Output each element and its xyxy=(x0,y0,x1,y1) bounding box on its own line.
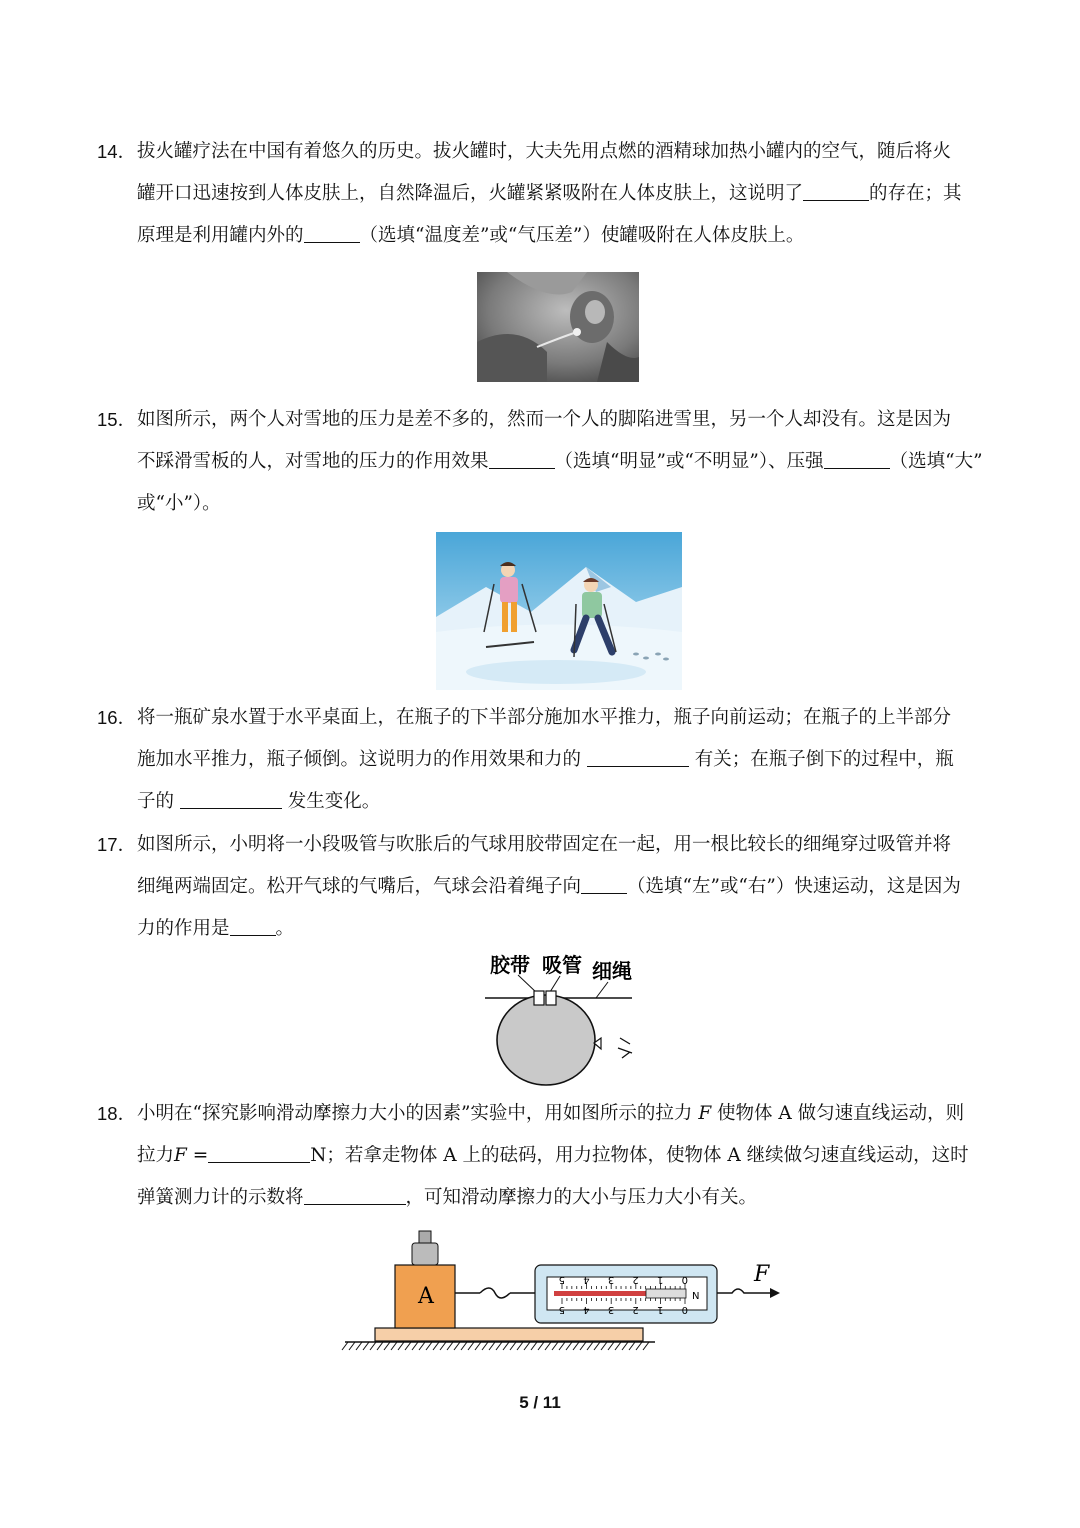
answer-blank[interactable] xyxy=(489,450,555,469)
ground-hatch xyxy=(566,1342,572,1350)
ground-hatch xyxy=(531,1342,537,1350)
question-text: 的存在；其 xyxy=(869,183,962,204)
question-15 xyxy=(97,399,997,525)
ground-hatch xyxy=(552,1342,558,1350)
scale-number: 5 xyxy=(558,1274,565,1285)
ground-hatch xyxy=(377,1342,383,1350)
ground-hatch xyxy=(482,1342,488,1350)
ground-hatch xyxy=(615,1342,621,1350)
question-text: 拔火罐疗法在中国有着悠久的历史。拔火罐时，大夫先用点燃的酒精球加热小罐内的空气，随后将火 xyxy=(137,141,952,162)
ground-hatch xyxy=(489,1342,495,1350)
question-text: 如图所示，小明将一小段吸管与吹胀后的气球用胶带固定在一起，用一根比较长的细绳穿过吸管并将 xyxy=(137,834,952,855)
ground-hatch xyxy=(447,1342,453,1350)
ground-hatch xyxy=(433,1342,439,1350)
answer-blank[interactable] xyxy=(581,875,627,894)
ground-hatch xyxy=(573,1342,579,1350)
ground-hatch xyxy=(496,1342,502,1350)
answer-blank[interactable] xyxy=(587,748,689,767)
scale-number: 1 xyxy=(657,1274,664,1285)
ground-hatch xyxy=(398,1342,404,1350)
page-number: 5 / 11 xyxy=(519,1393,561,1412)
scale-number: 0 xyxy=(681,1274,688,1285)
answer-blank[interactable] xyxy=(304,1186,406,1205)
question-18 xyxy=(97,1093,997,1219)
ground-hatch xyxy=(426,1342,432,1350)
cupping-photo xyxy=(477,272,639,382)
ground-hatch xyxy=(363,1342,369,1350)
ground-hatch xyxy=(629,1342,635,1350)
ground-hatch xyxy=(608,1342,614,1350)
ground-hatch xyxy=(412,1342,418,1350)
question-text: 发生变化。 xyxy=(287,791,381,812)
ground-hatch xyxy=(405,1342,411,1350)
ground-hatch xyxy=(384,1342,390,1350)
question-text: 或“小”）。 xyxy=(137,493,221,514)
ground-hatch xyxy=(538,1342,544,1350)
ground-hatch xyxy=(419,1342,425,1350)
question-text: 力的作用是 xyxy=(137,918,230,939)
ground-hatch xyxy=(643,1342,649,1350)
ground-hatch xyxy=(440,1342,446,1350)
question-text: 拉力 xyxy=(137,1145,175,1166)
scale-number: 4 xyxy=(583,1274,590,1285)
ground-hatch xyxy=(370,1342,376,1350)
scale-number: 2 xyxy=(632,1274,639,1285)
ground-hatch xyxy=(559,1342,565,1350)
ground-hatch xyxy=(580,1342,586,1350)
friction-diagram xyxy=(340,1225,780,1355)
question-text: （选填“温度差”或“气压差”）使罐吸附在人体皮肤上。 xyxy=(359,225,805,246)
question-text: 有关；在瓶子倒下的过程中，瓶 xyxy=(694,749,954,770)
ground-hatch xyxy=(524,1342,530,1350)
scale-number: 5 xyxy=(558,1304,565,1315)
ground-hatch xyxy=(636,1342,642,1350)
question-number: 18． xyxy=(97,1103,137,1124)
scale-number: 4 xyxy=(583,1304,590,1315)
ground-hatch xyxy=(349,1342,355,1350)
ground-hatch xyxy=(391,1342,397,1350)
question-text: 原理是利用罐内外的 xyxy=(137,225,304,246)
ground-hatch xyxy=(587,1342,593,1350)
question-text: 如图所示，两个人对雪地的压力是差不多的，然而一个人的脚陷进雪里，另一个人却没有。这是因为 xyxy=(137,409,952,430)
question-number: 16． xyxy=(97,707,137,728)
block-label: A xyxy=(418,1284,434,1309)
scale-number: 1 xyxy=(657,1304,664,1315)
question-text: 施加水平推力，瓶子倾倒。这说明力的作用效果和力的 xyxy=(137,749,582,770)
ground-hatch xyxy=(545,1342,551,1350)
ground-hatch xyxy=(356,1342,362,1350)
question-17 xyxy=(97,824,997,950)
ground-hatch xyxy=(594,1342,600,1350)
question-text: 子的 xyxy=(137,791,175,812)
question-text: 弹簧测力计的示数将 xyxy=(137,1187,304,1208)
label-tape: 胶带 xyxy=(490,953,530,977)
question-text: 细绳两端固定。松开气球的气嘴后，气球会沿着绳子向 xyxy=(137,876,582,897)
scale-number: 0 xyxy=(681,1304,688,1315)
question-text: （选填“明显”或“不明显”）、压强 xyxy=(554,451,824,472)
force-symbol: F xyxy=(698,1103,712,1124)
ground-hatch xyxy=(517,1342,523,1350)
answer-blank[interactable] xyxy=(180,790,282,809)
answer-blank[interactable] xyxy=(304,224,360,243)
ground-hatch xyxy=(468,1342,474,1350)
ground-hatch xyxy=(461,1342,467,1350)
question-text: （选填“左”或“右”）快速运动，这是因为 xyxy=(627,876,961,897)
balloon-diagram xyxy=(480,948,640,1090)
question-text: 。 xyxy=(275,918,295,939)
label-string: 细绳 xyxy=(592,959,632,983)
ground-hatch xyxy=(510,1342,516,1350)
ground-hatch xyxy=(503,1342,509,1350)
answer-blank[interactable] xyxy=(824,450,890,469)
snow-illustration xyxy=(436,532,682,690)
question-text: N；若拿走物体 A 上的砝码，用力拉物体，使物体 A 继续做匀速直线运动，这时 xyxy=(310,1145,969,1166)
scale-number: 2 xyxy=(632,1304,639,1315)
question-number: 15． xyxy=(97,409,137,430)
question-text: （选填“大” xyxy=(889,451,983,472)
question-text: 罐开口迅速按到人体皮肤上，自然降温后，火罐紧紧吸附在人体皮肤上，这说明了 xyxy=(137,183,804,204)
question-14 xyxy=(97,131,997,257)
ground-hatch xyxy=(342,1342,348,1350)
force-equals: F = xyxy=(174,1145,209,1166)
question-number: 14． xyxy=(97,141,137,162)
force-label: F xyxy=(754,1262,770,1287)
unit-label: N xyxy=(692,1291,700,1302)
question-16 xyxy=(97,697,997,823)
answer-blank[interactable] xyxy=(208,1144,310,1163)
ground-hatch xyxy=(454,1342,460,1350)
question-text: ，可知滑动摩擦力的大小与压力大小有关。 xyxy=(405,1187,758,1208)
ground-hatch xyxy=(475,1342,481,1350)
scale-number: 3 xyxy=(607,1304,615,1315)
ground-hatch xyxy=(601,1342,607,1350)
label-straw: 吸管 xyxy=(542,953,582,977)
answer-blank[interactable] xyxy=(230,917,276,936)
question-text: 使物体 A 做匀速直线运动，则 xyxy=(717,1103,965,1124)
question-text: 不踩滑雪板的人，对雪地的压力的作用效果 xyxy=(137,451,489,472)
scale-number: 3 xyxy=(607,1274,615,1285)
question-text: 将一瓶矿泉水置于水平桌面上，在瓶子的下半部分施加水平推力，瓶子向前运动；在瓶子的上半部分 xyxy=(137,707,952,728)
question-text: 小明在“探究影响滑动摩擦力大小的因素”实验中，用如图所示的拉力 xyxy=(137,1103,693,1124)
ground-hatch xyxy=(622,1342,628,1350)
question-number: 17． xyxy=(97,834,137,855)
answer-blank[interactable] xyxy=(803,182,869,201)
